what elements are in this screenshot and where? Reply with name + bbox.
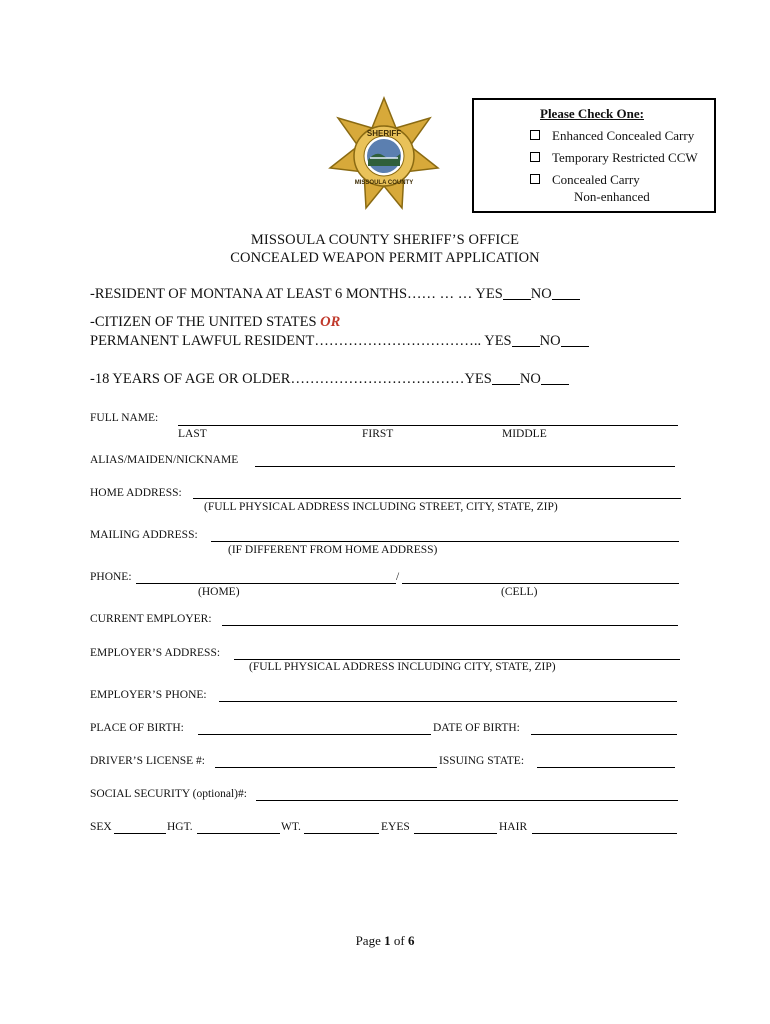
- home-phone-hint: (HOME): [198, 586, 240, 598]
- no-blank[interactable]: [541, 372, 569, 385]
- question-permanent-resident: [90, 333, 589, 350]
- alias-label: ALIAS/MAIDEN/NICKNAME: [90, 454, 239, 466]
- mailing-address-hint: (IF DIFFERENT FROM HOME ADDRESS): [228, 544, 438, 556]
- option-label: Temporary Restricted CCW: [552, 150, 698, 165]
- yes-blank[interactable]: [503, 287, 531, 300]
- yes-blank[interactable]: [512, 334, 540, 347]
- ssn-label: SOCIAL SECURITY (optional)#:: [90, 788, 247, 800]
- issuing-state-field[interactable]: [537, 767, 675, 768]
- employer-address-hint: (FULL PHYSICAL ADDRESS INCLUDING CITY, STATE, ZIP): [249, 661, 556, 673]
- office-title: MISSOULA COUNTY SHERIFF’S OFFICE: [250, 232, 520, 248]
- drivers-license-field[interactable]: [215, 767, 437, 768]
- page-number: [0, 933, 770, 949]
- sex-label: SEX: [90, 821, 112, 833]
- no-blank[interactable]: [552, 287, 580, 300]
- or-text: OR: [320, 314, 341, 330]
- checkbox[interactable]: [530, 130, 540, 140]
- ssn-field[interactable]: [256, 800, 678, 801]
- checkbox[interactable]: [530, 174, 540, 184]
- panel-title: Please Check One:: [540, 106, 644, 121]
- drivers-license-label: DRIVER’S LICENSE #:: [90, 755, 205, 767]
- question-text: PERMANENT LAWFUL RESIDENT…………………………….. YES: [90, 333, 512, 349]
- home-address-hint: (FULL PHYSICAL ADDRESS INCLUDING STREET, CITY, STATE, ZIP): [204, 501, 558, 513]
- cell-phone-hint: (CELL): [501, 586, 538, 598]
- full-name-label: FULL NAME:: [90, 412, 159, 424]
- mailing-address-field[interactable]: [211, 541, 679, 542]
- employer-phone-field[interactable]: [219, 701, 677, 702]
- option-enhanced[interactable]: [530, 128, 694, 144]
- page-total: 6: [407, 933, 415, 948]
- question-text: -CITIZEN OF THE UNITED STATES: [90, 314, 321, 330]
- alias-field[interactable]: [255, 466, 675, 467]
- height-field[interactable]: [197, 833, 280, 834]
- option-label: Enhanced Concealed Carry: [552, 128, 695, 143]
- eyes-label: EYES: [381, 821, 410, 833]
- option-temporary[interactable]: [530, 150, 698, 166]
- place-of-birth-field[interactable]: [198, 734, 431, 735]
- option-label-line2: Non-enhanced: [574, 189, 650, 204]
- last-name-hint: LAST: [178, 428, 207, 440]
- question-resident: [90, 286, 580, 303]
- date-of-birth-field[interactable]: [531, 734, 677, 735]
- home-address-field[interactable]: [193, 498, 681, 499]
- question-text: -RESIDENT OF MONTANA AT LEAST 6 MONTHS…… … … YES: [90, 286, 503, 302]
- current-employer-label: CURRENT EMPLOYER:: [90, 613, 212, 625]
- badge-text-sheriff: SHERIFF: [366, 129, 402, 138]
- question-age: [90, 371, 569, 388]
- weight-label: WT.: [281, 821, 301, 833]
- no-label: NO: [519, 371, 541, 387]
- page-of: of: [393, 933, 405, 948]
- question-text: -18 YEARS OF AGE OR OLDER………………………………YES: [90, 371, 492, 387]
- middle-name-hint: MIDDLE: [502, 428, 547, 440]
- date-of-birth-label: DATE OF BIRTH:: [433, 722, 520, 734]
- no-blank[interactable]: [561, 334, 589, 347]
- home-address-label: HOME ADDRESS:: [90, 487, 182, 499]
- home-phone-field[interactable]: [136, 583, 396, 584]
- hair-field[interactable]: [532, 833, 677, 834]
- sex-field[interactable]: [114, 833, 166, 834]
- no-label: NO: [530, 286, 552, 302]
- option-label: Concealed Carry: [552, 172, 640, 187]
- mailing-address-label: MAILING ADDRESS:: [90, 529, 198, 541]
- full-name-field[interactable]: [178, 425, 678, 426]
- employer-address-label: EMPLOYER’S ADDRESS:: [90, 647, 221, 659]
- employer-phone-label: EMPLOYER’S PHONE:: [90, 689, 207, 701]
- current-employer-field[interactable]: [222, 625, 678, 626]
- checkbox[interactable]: [530, 152, 540, 162]
- badge-text-county: MISSOULA COUNTY: [354, 180, 414, 186]
- permit-type-panel: [472, 98, 716, 213]
- form-title: CONCEALED WEAPON PERMIT APPLICATION: [230, 250, 540, 266]
- page-word: Page: [355, 933, 381, 948]
- issuing-state-label: ISSUING STATE:: [439, 755, 525, 767]
- place-of-birth-label: PLACE OF BIRTH:: [90, 722, 184, 734]
- page-current: 1: [384, 933, 391, 948]
- option-non-enhanced[interactable]: [530, 172, 640, 188]
- eyes-field[interactable]: [414, 833, 497, 834]
- yes-blank[interactable]: [492, 372, 520, 385]
- phone-label: PHONE:: [90, 571, 132, 583]
- phone-separator: /: [396, 571, 400, 583]
- sheriff-badge-logo: [326, 96, 442, 216]
- hair-label: HAIR: [499, 821, 528, 833]
- weight-field[interactable]: [304, 833, 379, 834]
- cell-phone-field[interactable]: [402, 583, 679, 584]
- height-label: HGT.: [167, 821, 193, 833]
- no-label: NO: [539, 333, 561, 349]
- question-citizen: [90, 314, 340, 331]
- employer-address-field[interactable]: [234, 659, 680, 660]
- first-name-hint: FIRST: [362, 428, 394, 440]
